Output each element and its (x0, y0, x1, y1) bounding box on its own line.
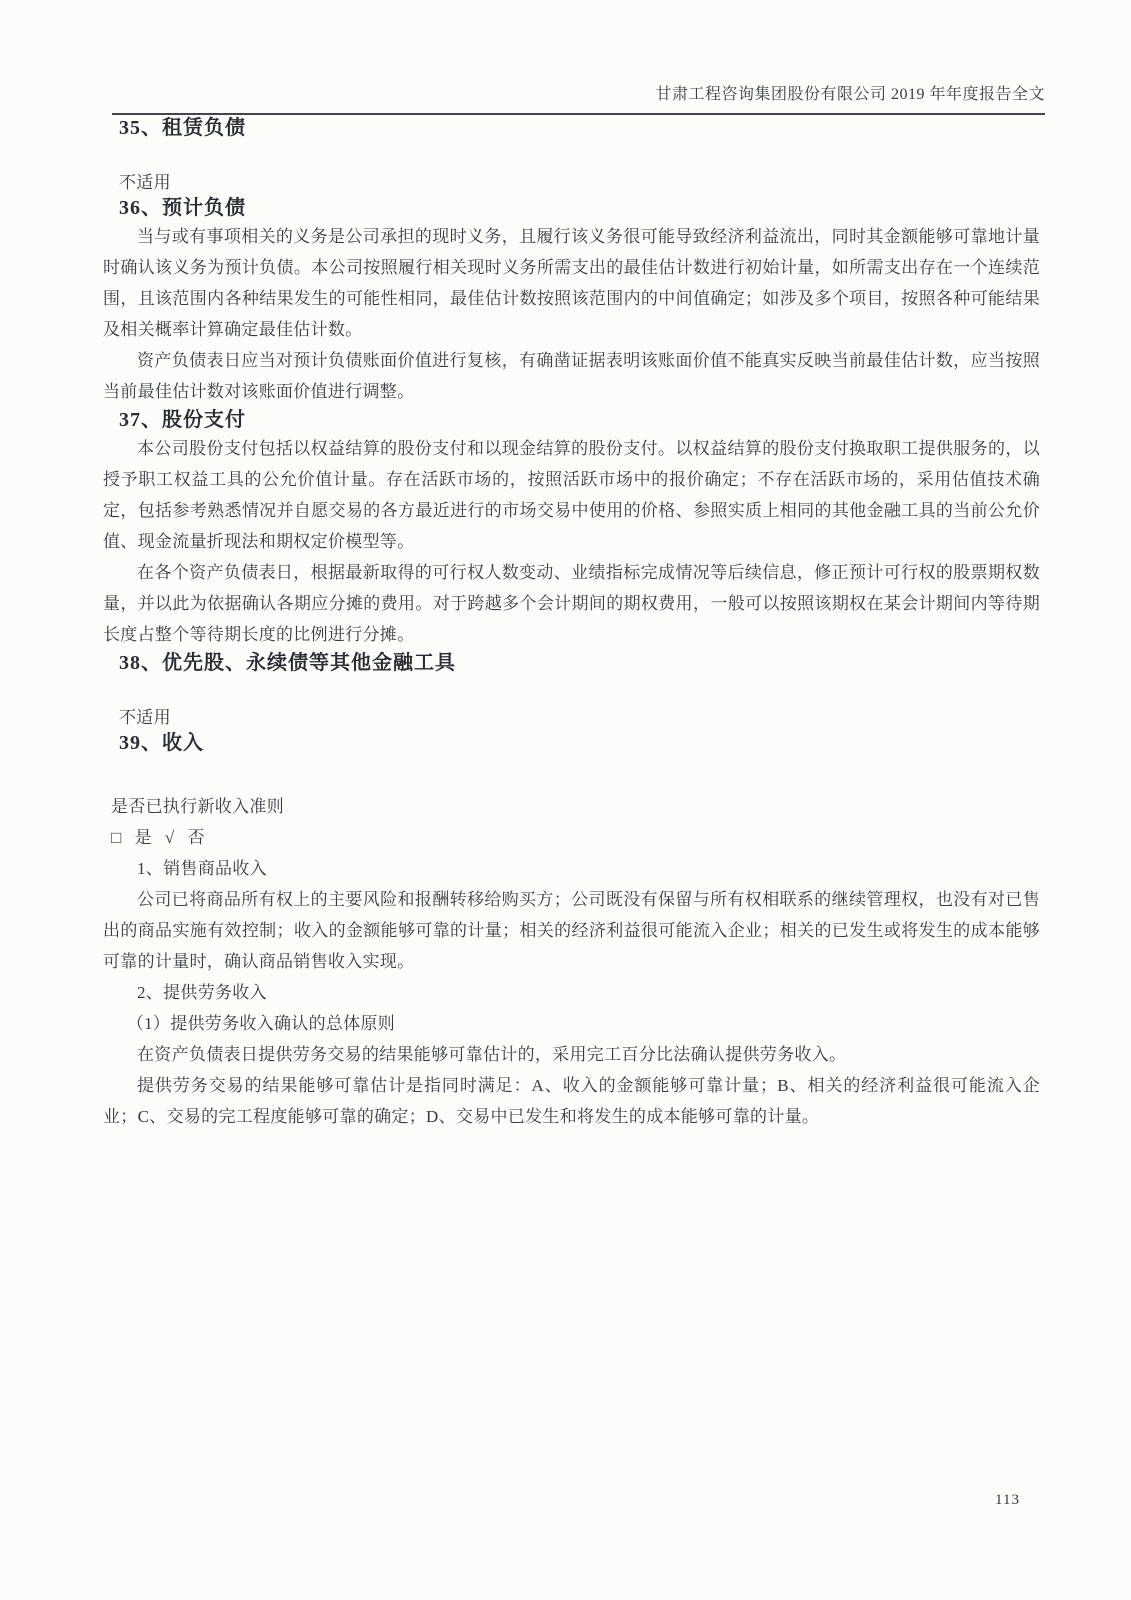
section-35-heading: 35、租赁负债 (119, 117, 246, 139)
section-36-paragraph-1: 当与或有事项相关的义务是公司承担的现时义务，且履行该义务很可能导致经济利益流出，同时其金额能够可靠地计量时确认该义务为预计负债。本公司按照履行相关现时义务所需支出的最佳估计数进行初始计量，如所需支出存在一个连续范围，且该范围内各种结果发生的可能性相同，最佳估计数按照该范围内的中间值确定；如涉及多个项目，按照各种可能结果及相关概率计算确定最佳估计数。 (103, 227, 1040, 339)
section-35-not-applicable: 不适用 (119, 173, 171, 192)
section-39-heading: 39、收入 (119, 732, 204, 754)
section-36-paragraph-2: 资产负债表日应当对预计负债账面价值进行复核，有确凿证据表明该账面价值不能真实反映当前最佳估计数，应当按照当前最佳估计数对该账面价值进行调整。 (103, 351, 1040, 401)
check-mark-icon: √ (164, 828, 175, 847)
section-39-item-1-title: 1、销售商品收入 (137, 859, 267, 878)
yes-option-label: 是 (134, 828, 152, 847)
new-revenue-standard-answer (103, 822, 1040, 853)
report-header-title: 甘肃工程咨询集团股份有限公司 2019 年年度报告全文 (655, 86, 1045, 103)
page-number: 113 (995, 1492, 1020, 1508)
section-39-item-2-sub-1-paragraph-1: 在资产负债表日提供劳务交易的结果能够可靠估计的，采用完工百分比法确认提供劳务收入。 (137, 1045, 847, 1064)
page-content (103, 115, 1040, 1132)
new-revenue-standard-question: 是否已执行新收入准则 (111, 797, 284, 816)
page-header (112, 0, 1045, 115)
checkbox-unchecked-icon: □ (111, 828, 122, 847)
section-37-paragraph-2: 在各个资产负债表日，根据最新取得的可行权人数变动、业绩指标完成情况等后续信息，修正预计可行权的股票期权数量，并以此为依据确认各期应分摊的费用。对于跨越多个会计期间的期权费用，一般可以按照该期权在某会计期间内等待期长度占整个等待期长度的比例进行分摊。 (103, 563, 1040, 644)
section-37-heading: 37、股份支付 (119, 409, 246, 431)
section-38-heading: 38、优先股、永续债等其他金融工具 (119, 652, 456, 674)
section-36-heading: 36、预计负债 (119, 197, 246, 219)
section-39-item-2-sub-1-title: （1）提供劳务收入确认的总体原则 (126, 1014, 396, 1033)
section-37-paragraph-1: 本公司股份支付包括以权益结算的股份支付和以现金结算的股份支付。以权益结算的股份支付换取职工提供服务的，以授予职工权益工具的公允价值计量。存在活跃市场的，按照活跃市场中的报价确定；不存在活跃市场的，采用估值技术确定，包括参考熟悉情况并自愿交易的各方最近进行的市场交易中使用的价格、参照实质上相同的其他金融工具的当前公允价值、现金流量折现法和期权定价模型等。 (103, 439, 1040, 551)
section-38-not-applicable: 不适用 (119, 708, 171, 727)
section-39-item-2-sub-1-paragraph-2: 提供劳务交易的结果能够可靠估计是指同时满足：A、收入的金额能够可靠计量；B、相关的经济利益很可能流入企业；C、交易的完工程度能够可靠的确定；D、交易中已发生和将发生的成本能够可靠的计量。 (103, 1076, 1040, 1126)
section-39-item-1-body: 公司已将商品所有权上的主要风险和报酬转移给购买方；公司既没有保留与所有权相联系的继续管理权，也没有对已售出的商品实施有效控制；收入的金额能够可靠的计量；相关的经济利益很可能流入企业；相关的已发生或将发生的成本能够可靠的计量时，确认商品销售收入实现。 (103, 890, 1040, 971)
no-option-label: 否 (187, 828, 205, 847)
section-39-item-2-title: 2、提供劳务收入 (137, 983, 267, 1002)
